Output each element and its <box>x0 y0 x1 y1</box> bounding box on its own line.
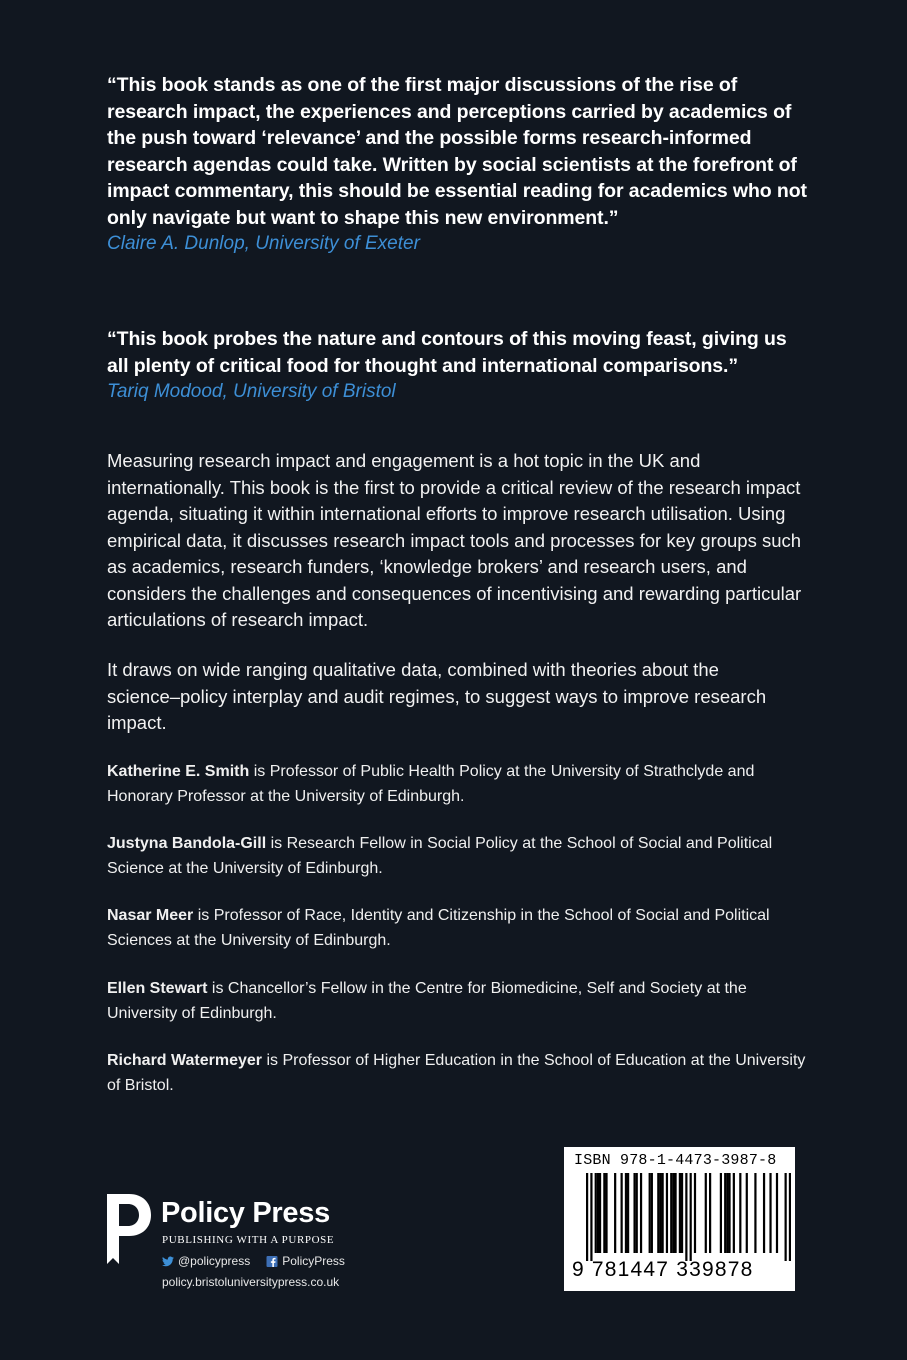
barcode-bar <box>681 1173 683 1253</box>
author-bio-2 <box>107 832 807 881</box>
author-bio: is Professor of Race, Identity and Citizenship in the School of Social and Political Sciences at the University of Edinburgh. <box>107 907 770 949</box>
quote-2-text: “This book probes the nature and contours of this moving feast, giving us all plenty of critical food for thought and international comparisons.” <box>107 328 787 377</box>
barcode-bar <box>605 1173 607 1253</box>
barcode-bar <box>649 1173 651 1253</box>
barcode-bar <box>614 1173 616 1253</box>
barcode-bar <box>599 1173 601 1253</box>
author-bio-4 <box>107 977 807 1026</box>
barcode-bar <box>666 1173 668 1253</box>
barcode-bar <box>672 1173 674 1253</box>
isbn-barcode <box>564 1147 795 1291</box>
author-name: Richard Watermeyer <box>107 1052 263 1069</box>
barcode-bar <box>763 1173 765 1253</box>
barcode-bar <box>674 1173 676 1253</box>
barcode-bar <box>657 1173 659 1253</box>
barcode-bar <box>789 1173 791 1261</box>
barcode-bar <box>640 1173 642 1253</box>
barcode-bar <box>746 1173 748 1253</box>
twitter-icon <box>162 1256 174 1267</box>
barcode-bar <box>694 1173 696 1253</box>
quote-2-attribution: Tariq Modood, University of Bristol <box>107 381 396 402</box>
barcode-bar <box>636 1173 638 1253</box>
description-paragraph-1: Measuring research impact and engagement is a hot topic in the UK and internationally. This book is the first to provide a critical review of the research impact agenda, situating it within international efforts to improve research utilisation. Using empirical data, it discusses research impact tools and processes for key groups such as academics, research funders, ‘knowledge brokers’ and research users, and considers the challenges and consequences of incentivising and rewarding particular articulations of research impact. <box>107 450 802 630</box>
barcode-bar <box>739 1173 741 1253</box>
author-bio: is Research Fellow in Social Policy at the School of Social and Political Science at the University of Edinburgh. <box>107 835 773 877</box>
publisher-name: Policy Press <box>161 1197 330 1229</box>
barcode-bar <box>586 1173 588 1261</box>
barcode-bar <box>726 1173 728 1253</box>
barcode-bar <box>621 1173 623 1253</box>
isbn-label: ISBN 978-1-4473-3987-8 <box>574 1152 777 1169</box>
description-2 <box>107 657 767 737</box>
twitter-handle: @policypress <box>178 1254 251 1268</box>
barcode-bar <box>595 1173 597 1253</box>
barcode-bar <box>728 1173 730 1253</box>
barcode-bar <box>627 1173 629 1253</box>
barcode-bar <box>670 1173 672 1253</box>
author-bio: is Professor of Public Health Policy at the University of Strathclyde and Honorary Professor at the University of Edinburgh. <box>107 763 755 805</box>
author-bio-5 <box>107 1049 807 1098</box>
barcode-bar <box>633 1173 635 1253</box>
barcode-bar <box>651 1173 653 1253</box>
author-bio-3 <box>107 904 807 953</box>
barcode-bar <box>769 1173 771 1253</box>
barcode-bar <box>705 1173 707 1253</box>
barcode-bar <box>720 1173 722 1253</box>
publisher-block <box>105 1190 405 1300</box>
quote-1 <box>107 72 807 257</box>
barcode-bar <box>625 1173 627 1253</box>
facebook-handle: PolicyPress <box>282 1254 345 1268</box>
author-name: Justyna Bandola-Gill <box>107 835 267 852</box>
description-1 <box>107 448 807 634</box>
barcode-bar <box>597 1173 599 1253</box>
barcode-icon <box>586 1173 791 1261</box>
author-name: Katherine E. Smith <box>107 763 250 780</box>
barcode-bar <box>662 1173 664 1253</box>
barcode-bar <box>776 1173 778 1253</box>
barcode-bar <box>603 1173 605 1253</box>
ean-digits: 9 781447 339878 <box>572 1258 754 1281</box>
barcode-bar <box>733 1173 735 1253</box>
quote-2 <box>107 326 807 405</box>
author-bio: is Professor of Higher Education in the School of Education at the University of Bristol. <box>107 1052 806 1094</box>
barcode-bar <box>659 1173 661 1253</box>
publisher-website: policy.bristoluniversitypress.co.uk <box>162 1275 340 1289</box>
barcode-bar <box>754 1173 756 1253</box>
barcode-bar <box>724 1173 726 1253</box>
policy-press-p-logo-icon <box>105 1194 153 1272</box>
author-name: Ellen Stewart <box>107 980 208 997</box>
barcode-bar <box>590 1173 592 1261</box>
publisher-tagline: PUBLISHING WITH A PURPOSE <box>162 1234 335 1246</box>
quote-1-text: “This book stands as one of the first major discussions of the rise of research impact, the experiences and perceptions carried by academics of the push toward ‘relevance’ and the possible forms research-informed research agendas could take. Written by social scientists at the forefront of impact commentary, this should be essential reading for academics who not only navigate but want to shape this new environment.” <box>107 74 807 229</box>
author-name: Nasar Meer <box>107 907 194 924</box>
social-links <box>162 1254 345 1268</box>
barcode-bar <box>679 1173 681 1253</box>
barcode-bar <box>690 1173 692 1261</box>
quote-1-attribution: Claire A. Dunlop, University of Exeter <box>107 233 420 254</box>
author-bio-1 <box>107 760 807 809</box>
author-bio: is Chancellor’s Fellow in the Centre for Biomedicine, Self and Society at the University of Edinburgh. <box>107 980 747 1022</box>
facebook-icon <box>266 1256 278 1267</box>
description-paragraph-2: It draws on wide ranging qualitative data, combined with theories about the science–policy interplay and audit regimes, to suggest ways to improve research impact. <box>107 659 767 733</box>
barcode-bar <box>685 1173 687 1261</box>
barcode-bar <box>709 1173 711 1253</box>
barcode-bar <box>785 1173 787 1261</box>
